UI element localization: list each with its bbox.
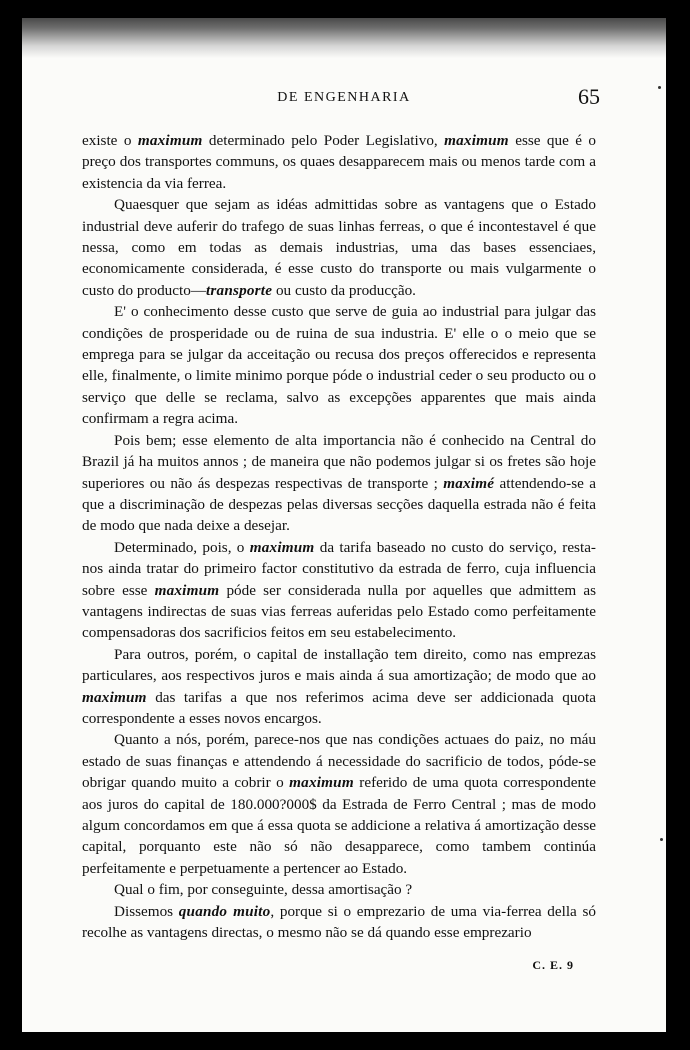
paragraph-text: referido de uma quota correspondente aos juros do capital de 180.000?000$ da Estrada de Ferro Central ; mas de modo algum concordamos em que á essa quota se addicione a relativa á amortização desse capital, porquanto este não só não desapparece, como tambem continúa perfeitamente e perpetuamente a pertencer ao Estado. (82, 774, 597, 877)
emphasis-text: maximum (137, 132, 203, 149)
paragraph-text: attendendo-se a que a discriminação de despezas pelas diversas secções daquella estrada não é feita de modo que nada deixe a desejar. (82, 474, 596, 535)
emphasis-text: transporte (206, 281, 273, 299)
paragraph-text: , porque si o emprezario de uma via-ferrea della só recolhe as vantagens directas, o mesmo não se dá quando esse emprezario (82, 902, 596, 942)
emphasis-text: quando muito (178, 902, 271, 920)
paragraph (82, 879, 596, 900)
signature-mark: C. E. 9 (532, 958, 574, 972)
emphasis-text: maximum (444, 132, 509, 149)
paragraph-text: E' o conhecimento desse custo que serve de guia ao industrial para julgar das condições de prosperidade ou de ruina de sua industria. E' elle o o meio que se emprega para se julgar da acceitação ou recusa dos preços offerecidos e representa elle, finalmente, o limite minimo porque póde o industrial ceder o seu producto ou o serviço que delle se reclama, salvo as excepções apparentes que mais ainda confirmam a regra acima. (82, 303, 596, 428)
paragraph (82, 301, 596, 429)
paragraph-text: Quanto a nós, porém, parece-nos que nas condições actuaes do paiz, no máu estado de suas finanças e attendendo á necessidade do sacrificio de todos, póde-se obrigar quando muito a cobrir o (82, 731, 596, 792)
emphasis-text: maximum (154, 581, 220, 599)
paragraph-text: da tarifa baseado no custo do serviço, resta-nos ainda tratar do primeiro factor constitutivo da estrada de ferro, cuja influencia sobre esse (82, 538, 596, 599)
paragraph (82, 430, 596, 537)
body-text (82, 130, 596, 943)
paragraph-text: Qual o fim, por conseguinte, dessa amortisação ? (114, 881, 413, 899)
page-number: 65 (578, 84, 600, 109)
paragraph-text: ou custo da producção. (272, 281, 416, 299)
paragraph-text: das tarifas a que nos referimos acima deve ser addicionada quota correspondente a esses novos encargos. (82, 688, 596, 727)
paragraph (82, 729, 596, 879)
emphasis-text: maximé (443, 474, 495, 492)
emphasis-text: maximum (82, 688, 147, 706)
paragraph (82, 537, 596, 644)
page-header (22, 84, 666, 112)
paragraph-text: Quaesquer que sejam as idéas admittidas sobre as vantagens que o Estado industrial deve auferir do trafego de suas linhas ferreas, o que é incontestavel é que nessa, como em todas as demais industrias, uma das bases essenciaes, economicamente considerada, é esse custo do transporte ou mais vulgarmente o custo do producto— (82, 196, 596, 299)
paragraph (82, 194, 596, 301)
paragraph (82, 901, 596, 944)
paragraph-text: existe o (82, 132, 138, 149)
emphasis-text: maximum (249, 538, 315, 556)
paragraph-text: póde ser considerada nulla por aquelles que admittem as vantagens indirectas de suas vias ferreas auferidas pelo Estado como perfeitamente compensadoras dos sacrificios feitos em seu estabelecimento. (82, 581, 597, 642)
paragraph-text: Pois bem; esse elemento de alta importancia não é conhecido na Central do Brazil já ha muitos annos ; de maneira que não podemos julgar si os fretes são hoje superiores ou não ás despezas respectivas de transporte ; (82, 431, 596, 492)
paragraph (82, 130, 596, 194)
paragraph-text: Determinado, pois, o (114, 538, 250, 556)
emphasis-text: maximum (289, 774, 354, 792)
paragraph-text: Para outros, porém, o capital de installação tem direito, como nas emprezas particulares, aos respectivos juros e mais ainda á sua amortização; de modo que ao (82, 645, 596, 685)
paragraph-text: esse que é o preço dos transportes communs, os quaes desapparecem mais ou menos tarde com a existencia da via ferrea. (82, 132, 596, 192)
book-page (22, 18, 666, 1032)
scan-speck (660, 838, 663, 841)
running-head: DE ENGENHARIA (277, 90, 411, 105)
paragraph-text: Dissemos (114, 902, 179, 920)
paragraph (82, 644, 596, 730)
paragraph-text: determinado pelo Poder Legislativo, (202, 132, 445, 149)
scan-shadow (22, 18, 666, 58)
